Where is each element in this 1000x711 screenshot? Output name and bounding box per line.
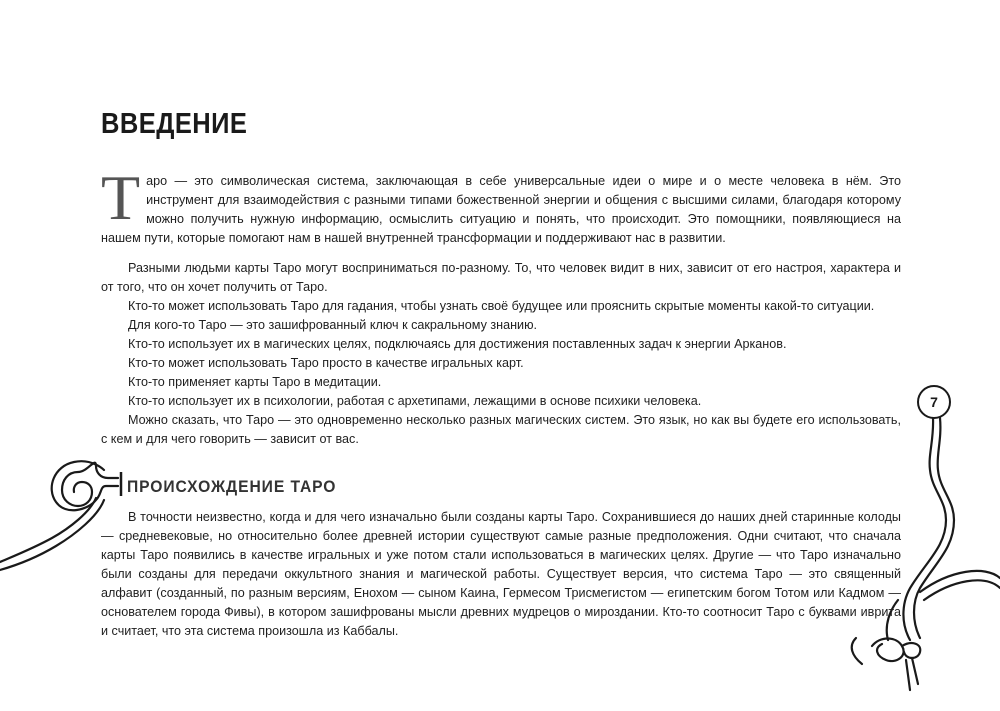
section-title: ПРОИСХОЖДЕНИЕ ТАРО <box>127 477 337 496</box>
page-number: 7 <box>917 385 951 419</box>
intro-paragraph: аро — это символическая система, заключающая в себе универсальные идеи о мире и о месте человека в нём. Это инструмент для взаимодействия с разными типами божественной энергии и общения с высшими силами, благодаря которому можно получить нужную информацию, осмыслить ситуацию и понять, что происходит. Это помощники, появляющиеся на нашем пути, которые помогают нам в нашей внутренней трансформации и поддерживают нас в развитии. <box>101 174 901 245</box>
paragraph: Разными людьми карты Таро могут восприниматься по-разному. То, что человек видит в них, зависит от его настроя, характера и от того, что он хочет получить от Таро. <box>101 261 901 294</box>
page-title: ВВЕДЕНИЕ <box>101 108 248 140</box>
paragraph: Кто-то использует их в психологии, работая с архетипами, лежащими в основе психики человека. <box>128 394 702 408</box>
paragraph: В точности неизвестно, когда и для чего изначально были созданы карты Таро. Сохранившиеся до наших дней старинные колоды — средневековые, но относительно более древней истории существуют самые разные предположения. Одни считают, что сначала карты Таро появились в качестве игральных и уже потом стали использоваться в магических целях. Другие — что Таро изначально были созданы для передачи оккультного знания и магической работы. Существует версия, что система Таро — это священный алфавит (созданный, по разным версиям, Енохом — сыном Каина, Гермесом Трисмегистом — египетским богом Тотом или Кадмом — основателем города Фивы), в котором зашифрованы мысли древних мудрецов о мироздании. Кто-то соотносит Таро с буквами иврита и считает, что эта система произошла из Каббалы. <box>101 510 901 638</box>
paragraph: Кто-то может использовать Таро для гадания, чтобы узнать своё будущее или прояснить скрытые моменты какой-то ситуации. <box>128 299 875 313</box>
paragraph: Можно сказать, что Таро — это одновременно несколько разных магических систем. Это язык, но как вы будете его использовать, с кем и для чего говорить — зависит от вас. <box>101 413 901 446</box>
paragraph: Кто-то применяет карты Таро в медитации. <box>128 375 382 389</box>
section2-body <box>101 508 901 641</box>
paragraph: Кто-то использует их в магических целях, подключаясь для достижения поставленных задач к энергии Арканов. <box>128 337 787 351</box>
paragraph: Для кого-то Таро — это зашифрованный ключ к сакральному знанию. <box>128 318 538 332</box>
drop-cap: Т <box>101 162 141 233</box>
paragraph: Кто-то может использовать Таро просто в качестве игральных карт. <box>128 356 524 370</box>
